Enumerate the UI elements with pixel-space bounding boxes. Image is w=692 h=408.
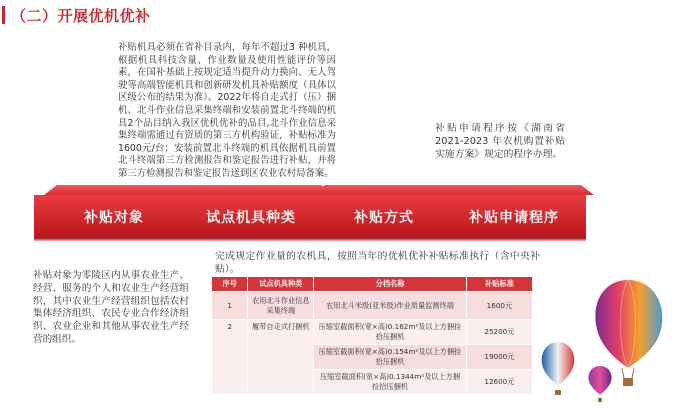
banner-item-procedure: 补贴申请程序 bbox=[469, 209, 559, 226]
subsidy-table bbox=[211, 276, 533, 395]
table-row bbox=[212, 320, 533, 345]
cell-grade: 压缩室截面积(宽×高)0.154m²及以上方捆捡拾压捆机 bbox=[314, 345, 467, 370]
cell-type: 农用北斗作业信息采集终端 bbox=[248, 292, 314, 320]
cell-standard: 1600元 bbox=[466, 292, 532, 320]
method-description: 补贴机具必须在省补目录内，每年不超过3 种机具，根据机具科技含量、作业数量及使用性能评价等因素，在国补基础上按规定适当提升动力换向、无人驾驶等高端智能机具和创新研发机具补贴额度（具体以区级公布的结果为准）。2022年将自走式打（压）捆机、北斗作业信息采集终端和安装前置北斗终端的机具2个品目纳入我区优机优补的品目,北斗作业信息采集终端需通过有资质的第三方机构验证，补贴标准为1600元/台；安装前置北斗终端的机具依据机具前置北斗终端第三方检测报告和鉴定报告进行补贴，并将第三方检测报告和鉴定报告送到区农业农村局备案。 bbox=[118, 42, 336, 179]
balloon-blue bbox=[542, 342, 575, 395]
balloon-small bbox=[588, 366, 611, 402]
banner-item-machine-types: 试点机具种类 bbox=[206, 209, 296, 226]
standard-description: 完成规定作业量的农机具，按照当年的优机优补补贴标准执行（含中央补贴）。 bbox=[215, 251, 540, 275]
column-header-type: 试点机具种类 bbox=[248, 277, 314, 292]
cell-grade: 农用北斗米级(亚米级)作业质量监测终端 bbox=[314, 292, 467, 320]
banner-shadow bbox=[34, 238, 586, 242]
table-row bbox=[212, 292, 533, 320]
target-description: 补贴对象为零陵区内从事农业生产、经营、服务的个人和农业生产经营组织，其中农业生产经营组织包括农村集体经济组织、农民专业合作经济组织、农业企业和其他从事农业生产经营的组织。 bbox=[33, 270, 189, 345]
process-banner bbox=[34, 195, 586, 238]
banner-tab bbox=[174, 185, 334, 195]
cell-seq: 1 bbox=[212, 292, 248, 320]
section-header bbox=[0, 0, 151, 30]
cell-standard: 25200元 bbox=[466, 320, 532, 345]
title-marker bbox=[2, 6, 5, 24]
column-header-seq: 序号 bbox=[212, 277, 248, 292]
cell-standard: 19000元 bbox=[466, 345, 532, 370]
table-header-row bbox=[212, 277, 533, 292]
cell-grade: 压缩室截面积(宽×高)0.162m²及以上方捆捡拾压捆机 bbox=[314, 320, 467, 345]
cell-standard: 12600元 bbox=[466, 370, 532, 395]
procedure-description: 补贴申请程序按《湖南省2021-2023 年农机购置补贴实施方案》规定的程序办理。 bbox=[435, 123, 565, 160]
balloons-illustration bbox=[530, 250, 692, 408]
cell-grade: 压缩室截面积(宽×高)0.1344m²及以上方捆捡拾压捆机 bbox=[314, 370, 467, 395]
column-header-grade: 分档名称 bbox=[314, 277, 467, 292]
cell-type: 履带自走式打捆机 bbox=[248, 320, 314, 395]
cell-seq: 2 bbox=[212, 320, 248, 395]
banner-item-method: 补贴方式 bbox=[354, 209, 414, 226]
banner-tab bbox=[434, 185, 594, 195]
banner-item-target: 补贴对象 bbox=[84, 209, 144, 226]
page-title: （二）开展优机优补 bbox=[11, 6, 151, 25]
column-header-standard: 补贴标准 bbox=[466, 277, 532, 292]
